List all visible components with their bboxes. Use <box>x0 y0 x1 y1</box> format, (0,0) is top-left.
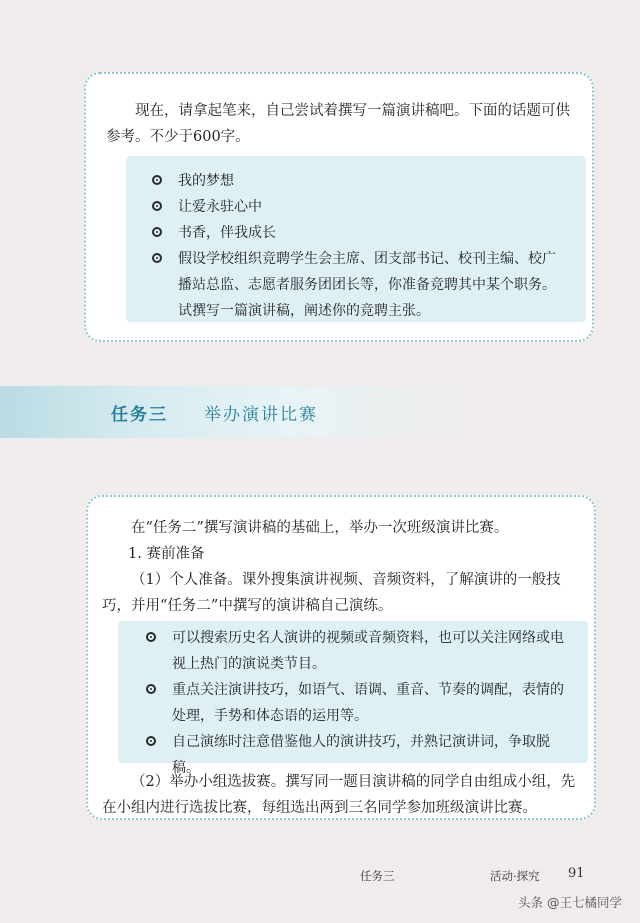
list-item: 书香，伴我成长 <box>152 220 562 246</box>
bullet-icon <box>152 227 162 237</box>
footer-activity: 活动·探究 <box>490 869 540 883</box>
bullet-icon <box>146 736 156 746</box>
step1-heading: 1. 赛前准备 <box>128 546 205 562</box>
writing-prompt-intro: 现在，请拿起笔来，自己尝试着撰写一篇演讲稿吧。下面的话题可供参考。不少于600字。 <box>106 103 570 145</box>
list-item: 假设学校组织竞聘学生会主席、团支部书记、校刊主编、校广播站总监、志愿者服务团团长等，你准备竞聘其中某个职务。试撰写一篇演讲稿，阐述你的竞聘主张。 <box>152 246 562 324</box>
contest-intro: 在“任务二”撰写演讲稿的基础上，举办一次班级演讲比赛。 <box>131 520 509 536</box>
step1-group-selection: （2）举办小组选拔赛。撰写同一题目演讲稿的同学自由组成小组，先在小组内进行选拔比赛，每组选出两到三名同学参加班级演讲比赛。 <box>102 774 576 816</box>
list-item: 自己演练时注意借鉴他人的演讲技巧，并熟记演讲词，争取脱稿。 <box>146 729 570 781</box>
footer-section: 任务三 <box>360 869 395 883</box>
bullet-icon <box>146 632 156 642</box>
tips-box <box>118 621 588 776</box>
step1-personal-prep: （1）个人准备。课外搜集演讲视频、音频资料，了解演讲的一般技巧，并用“任务二”中撰写的演讲稿自己演练。 <box>102 572 561 614</box>
bullet-icon <box>152 201 162 211</box>
watermark: 头条 @王七橘同学 <box>518 895 622 910</box>
topic-list <box>152 168 562 324</box>
bullet-icon <box>152 175 162 185</box>
topic-list-box <box>126 156 586 322</box>
page-number: 91 <box>568 866 585 881</box>
writing-prompt-card <box>84 72 594 342</box>
tips-list <box>146 625 570 781</box>
bullet-icon <box>152 253 162 263</box>
speech-contest-card <box>86 495 596 820</box>
task-label: 任务三 <box>111 405 168 425</box>
task-title: 举办演讲比赛 <box>204 405 318 425</box>
list-item: 让爱永驻心中 <box>152 194 562 220</box>
list-item: 我的梦想 <box>152 168 562 194</box>
list-item: 重点关注演讲技巧，如语气、语调、重音、节奏的调配，表情的处理，手势和体态语的运用等。 <box>146 677 570 729</box>
list-item: 可以搜索历史名人演讲的视频或音频资料，也可以关注网络或电视上热门的演说类节目。 <box>146 625 570 677</box>
bullet-icon <box>146 684 156 694</box>
task-heading-band <box>0 386 640 438</box>
